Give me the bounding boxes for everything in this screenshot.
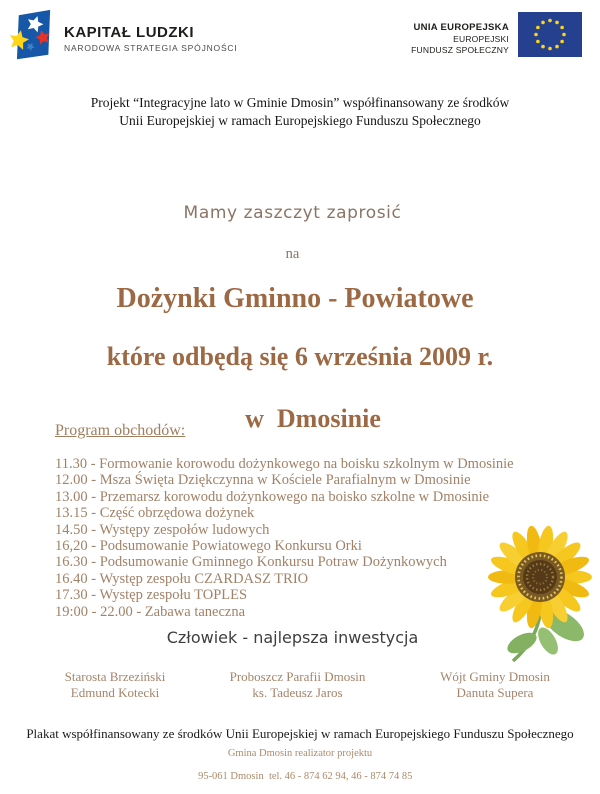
program-item: 13.15 - Część obrzędowa dożynek: [55, 505, 255, 522]
signature-proboszcz: [200, 669, 395, 701]
project-note-line1: Projekt “Integracyjne lato w Gminie Dmosin” współfinansowany ze środków: [90, 95, 510, 110]
footer-org-line1: Gmina Dmosin realizator projektu: [227, 748, 373, 759]
project-note-line2: Unii Europejskiej w ramach Europejskiego Funduszu Społecznego: [119, 113, 481, 128]
signature-name: Danuta Supera: [456, 685, 534, 700]
eu-wordmark: [411, 22, 509, 55]
footer-organizer: [0, 748, 600, 794]
footer-org-line2: 95-061 Dmosin tel. 46 - 874 62 94, 46 - 874 74 85: [198, 771, 413, 782]
eu-logo-block: [411, 12, 582, 57]
kapital-ludzki-wordmark: [64, 24, 238, 53]
program-item: 17.30 - Występ zespołu TOPLES: [55, 587, 248, 604]
event-date: [0, 341, 600, 465]
program-item: 16.30 - Podsumowanie Gminnego Konkursu Potraw Dożynkowych: [55, 554, 447, 571]
program-item: 11.30 - Formowanie korowodu dożynkowego na boisku szkolnym w Dmosinie: [55, 456, 514, 472]
signature-role: Wójt Gminy Dmosin: [440, 669, 550, 684]
footer-funding-note: Plakat współfinansowany ze środków Unii Europejskiej w ramach Europejskiego Funduszu Społecznego: [26, 726, 574, 741]
eu-flag-icon: [518, 12, 582, 57]
signature-role: Proboszcz Parafii Dmosin: [229, 669, 366, 684]
signature-role: Starosta Brzeziński: [64, 669, 166, 684]
program-item: 12.00 - Msza Święta Dziękczynna w Kościele Parafialnym w Dmosinie: [55, 472, 471, 489]
program-item: 16.40 - Występ zespołu CZARDASZ TRIO: [55, 570, 309, 587]
program-item: 13.00 - Przemarsz korowodu dożynkowego na boisko szkolne w Dmosinie: [55, 488, 490, 505]
event-title: Dożynki Gminno - Powiatowe: [116, 283, 474, 314]
signatures: [0, 669, 600, 709]
header: [0, 0, 600, 80]
program-item: 16,20 - Podsumowanie Powiatowego Konkursu Orki: [55, 538, 362, 555]
invitation-na: na: [285, 246, 300, 262]
signature-starosta: [20, 669, 210, 701]
program-list: [55, 456, 514, 620]
kl-subtitle: NARODOWA STRATEGIA SPÓJNOŚCI: [64, 43, 238, 53]
invitation-intro: Mamy zaszczyt zaprosić: [183, 203, 402, 223]
signature-wojt: [400, 669, 590, 701]
event-date-line2: w Dmosinie: [245, 404, 381, 433]
eu-line2: EUROPEJSKI: [453, 34, 509, 44]
project-funding-note: [0, 94, 600, 130]
kapital-ludzki-flag-icon: [8, 6, 60, 64]
eu-line3: FUNDUSZ SPOŁECZNY: [411, 45, 509, 55]
program-heading: Program obchodów:: [55, 422, 186, 439]
slogan: Człowiek - najlepsza inwestycja: [166, 628, 419, 647]
program-item: 14.50 - Występy zespołów ludowych: [55, 521, 270, 538]
event-date-line1: które odbędą się 6 września 2009 r.: [106, 342, 494, 371]
eu-line1: UNIA EUROPEJSKA: [413, 22, 509, 33]
program-item: 19:00 - 22.00 - Zabawa taneczna: [55, 603, 246, 620]
kl-title: KAPITAŁ LUDZKI: [64, 24, 195, 41]
signature-name: ks. Tadeusz Jaros: [252, 685, 343, 700]
signature-name: Edmund Kotecki: [70, 685, 160, 700]
